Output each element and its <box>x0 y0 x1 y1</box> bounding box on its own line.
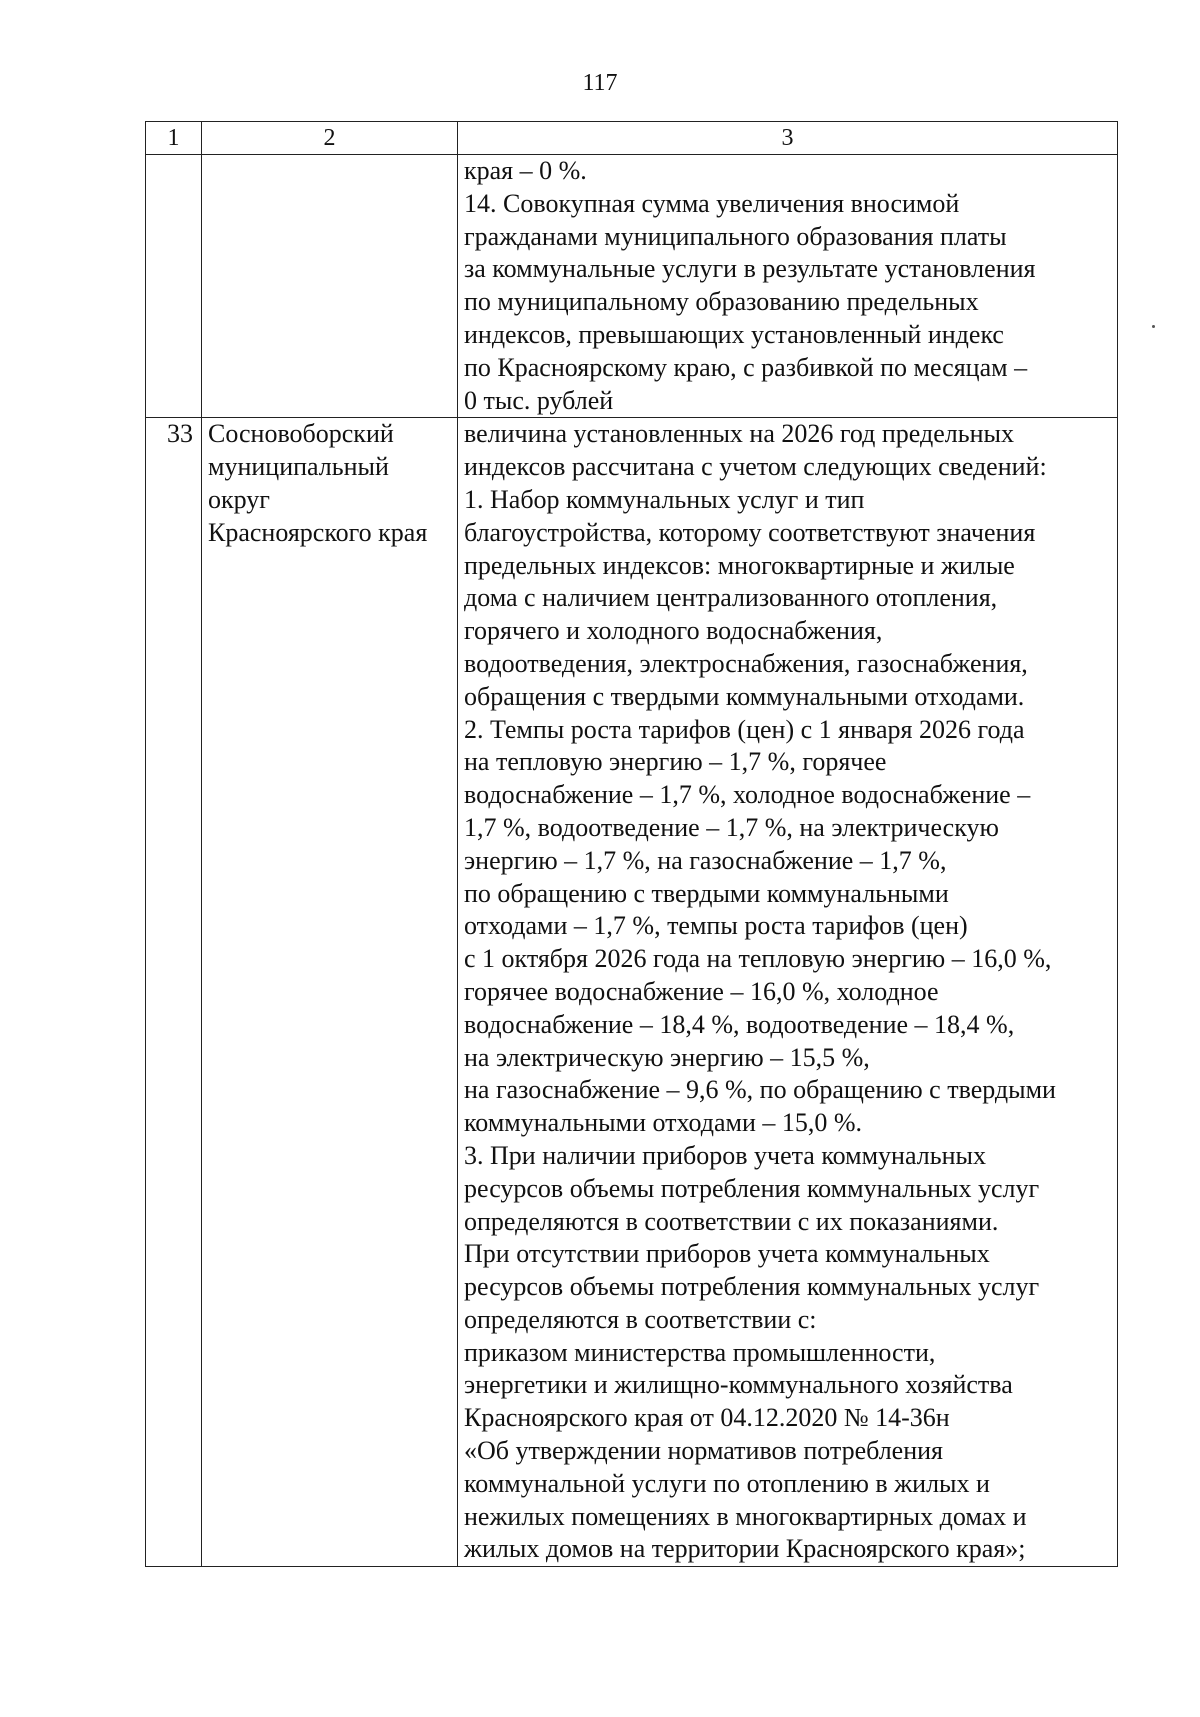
text-line: по обращению с твердыми коммунальными <box>464 878 949 908</box>
table-header-row <box>146 122 1118 155</box>
text-line: 2. Темпы роста тарифов (цен) с 1 января 2026 года <box>464 714 1025 744</box>
text-line: жилых домов на территории Красноярского края»; <box>464 1534 1026 1564</box>
text-line: горячего и холодного водоснабжения, <box>464 616 883 646</box>
continuation-name-cell <box>202 155 458 418</box>
table-row-33 <box>146 418 1118 1567</box>
text-line: на газоснабжение – 9,6 %, по обращению с твердыми <box>464 1075 1056 1105</box>
text-line: коммунальной услуги по отоплению в жилых и <box>464 1468 990 1498</box>
text-line: по Красноярскому краю, с разбивкой по месяцам – <box>464 352 1028 382</box>
text-line: коммунальными отходами – 15,0 %. <box>464 1108 863 1138</box>
text-line: гражданами муниципального образования платы <box>464 221 1007 251</box>
text-line: 1. Набор коммунальных услуг и тип <box>464 484 865 514</box>
text-line: индексов, превышающих установленный индекс <box>464 319 1004 349</box>
text-line: ресурсов объемы потребления коммунальных услуг <box>464 1173 1040 1203</box>
text-line: нежилых помещениях в многоквартирных домах и <box>464 1501 1027 1531</box>
text-line: предельных индексов: многоквартирные и жилые <box>464 550 1015 580</box>
text-line: отходами – 1,7 %, темпы роста тарифов (цен) <box>464 911 968 941</box>
page-number: 117 <box>582 70 618 96</box>
header-col-1: 1 <box>146 122 202 155</box>
municipality-name-line: Сосновоборский <box>208 419 394 449</box>
text-line: водоснабжение – 18,4 %, водоотведение – 18,4 %, <box>464 1009 1015 1039</box>
text-line: 3. При наличии приборов учета коммунальных <box>464 1140 986 1170</box>
header-col-2: 2 <box>202 122 458 155</box>
text-line: ресурсов объемы потребления коммунальных услуг <box>464 1272 1040 1302</box>
municipality-name-line: Красноярского края <box>208 517 428 547</box>
text-line: «Об утверждении нормативов потребления <box>464 1436 943 1466</box>
text-line: энергию – 1,7 %, на газоснабжение – 1,7 %, <box>464 845 947 875</box>
continuation-number-cell <box>146 155 202 418</box>
text-line: водоотведения, электроснабжения, газоснабжения, <box>464 648 1028 678</box>
text-line: благоустройства, которому соответствуют значения <box>464 517 1036 547</box>
text-line: При отсутствии приборов учета коммунальных <box>464 1239 990 1269</box>
details-text-cell <box>458 418 1118 1567</box>
text-line: на электрическую энергию – 15,5 %, <box>464 1042 870 1072</box>
text-line: за коммунальные услуги в результате установления <box>464 254 1036 284</box>
scan-speck <box>1152 325 1155 328</box>
text-line: на тепловую энергию – 1,7 %, горячее <box>464 747 887 777</box>
text-line: 0 тыс. рублей <box>464 385 614 415</box>
text-line: по муниципальному образованию предельных <box>464 287 979 317</box>
text-line: приказом министерства промышленности, <box>464 1337 936 1367</box>
text-line: индексов рассчитана с учетом следующих сведений: <box>464 452 1047 482</box>
text-line: энергетики и жилищно-коммунального хозяйства <box>464 1370 1013 1400</box>
text-line: величина установленных на 2026 год предельных <box>464 419 1014 449</box>
table-row-continuation <box>146 155 1118 418</box>
header-col-3: 3 <box>458 122 1118 155</box>
municipality-name-line: муниципальный <box>208 452 389 482</box>
text-line: края – 0 %. <box>464 156 587 185</box>
text-line: обращения с твердыми коммунальными отходами. <box>464 681 1025 711</box>
text-line: определяются в соответствии с: <box>464 1304 817 1334</box>
municipality-name-cell <box>202 418 458 1567</box>
text-line: горячее водоснабжение – 16,0 %, холодное <box>464 976 939 1006</box>
municipality-name-line: округ <box>208 484 270 514</box>
text-line: дома с наличием централизованного отопления, <box>464 583 998 613</box>
text-line: с 1 октября 2026 года на тепловую энергию – 16,0 %, <box>464 944 1052 974</box>
text-line: Красноярского края от 04.12.2020 № 14-36н <box>464 1403 950 1433</box>
continuation-text-cell <box>458 155 1118 418</box>
text-line: водоснабжение – 1,7 %, холодное водоснабжение – <box>464 780 1031 810</box>
indices-table <box>145 121 1118 1567</box>
text-line: определяются в соответствии с их показаниями. <box>464 1206 999 1236</box>
row-number: 33 <box>146 418 202 1567</box>
text-line: 14. Совокупная сумма увеличения вносимой <box>464 188 960 218</box>
text-line: 1,7 %, водоотведение – 1,7 %, на электрическую <box>464 812 999 842</box>
